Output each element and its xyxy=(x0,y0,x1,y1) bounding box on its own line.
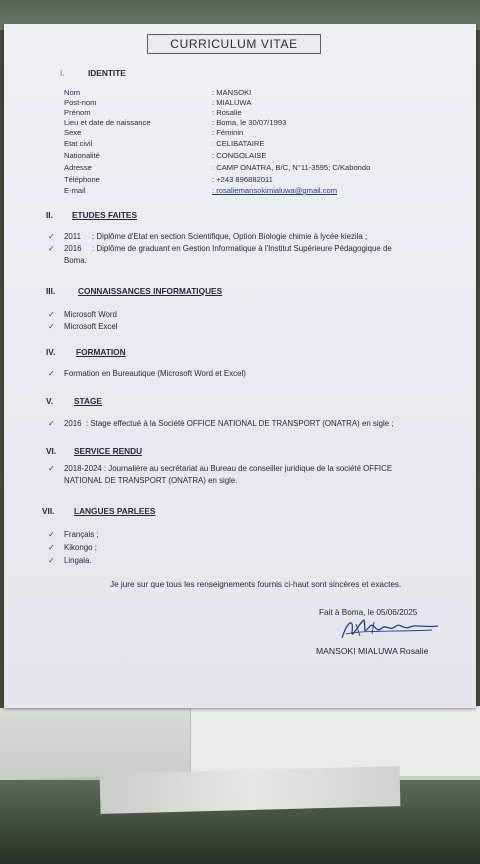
check-icon: ✓ xyxy=(48,530,55,539)
section-number: III. xyxy=(46,286,56,296)
field-label: Sexe xyxy=(64,128,82,137)
field-value: : CONGOLAISE xyxy=(212,151,267,160)
section-heading: STAGE xyxy=(74,396,102,406)
item-text: Microsoft Word xyxy=(64,310,117,319)
field-label: Nationalité xyxy=(64,151,100,160)
cv-title: CURRICULUM VITAE xyxy=(147,34,321,54)
field-value: : Rosalie xyxy=(212,108,242,117)
section-heading: LANGUES PARLEES xyxy=(74,506,156,516)
section-heading: SERVICE RENDU xyxy=(74,446,143,456)
check-icon: ✓ xyxy=(48,310,55,319)
item-text: : Stage effectué à la Société OFFICE NATIONAL DE TRANSPORT (ONATRA) en sigle ; xyxy=(86,419,394,428)
check-icon: ✓ xyxy=(48,543,55,552)
field-label: Etat civil xyxy=(64,139,93,148)
section-number: V. xyxy=(46,396,54,406)
field-label: Prénom xyxy=(64,108,91,117)
check-icon: ✓ xyxy=(48,419,55,428)
section-number: VII. xyxy=(42,506,55,516)
section-heading: CONNAISSANCES INFORMATIQUES xyxy=(78,286,223,296)
item-year: 2016 xyxy=(64,244,82,253)
place-date: Fait à Boma, le 05/06/2025 xyxy=(319,608,418,617)
field-value: : Boma, le 30/07/1993 xyxy=(212,118,287,127)
field-value: : MIALUWA xyxy=(212,98,252,107)
field-label: Nom xyxy=(64,88,81,97)
item-text: Français ; xyxy=(64,530,99,539)
signature-icon xyxy=(334,614,444,644)
declaration: Je jure sur que tous les renseignements fournis ci-haut sont sincères et exactes. xyxy=(110,580,402,589)
paper-scrap xyxy=(100,766,401,814)
signature-name: MANSOKI MIALUWA Rosalie xyxy=(316,646,429,656)
field-label: Post-nom xyxy=(64,98,97,107)
field-value: : +243 896882011 xyxy=(212,175,273,184)
field-label: Lieu et date de naissance xyxy=(64,118,151,127)
field-label: Téléphone xyxy=(64,175,100,184)
section-heading: ETUDES FAITES xyxy=(72,210,138,220)
item-text: Microsoft Excel xyxy=(64,322,118,331)
service-line: 2018-2024 : Journalière au secrétariat au Bureau de conseiller juridique de la société OFFICE xyxy=(64,464,393,473)
item-year: 2011 xyxy=(64,232,81,241)
check-icon: ✓ xyxy=(48,244,55,253)
check-icon: ✓ xyxy=(48,464,55,473)
section-number: I. xyxy=(60,68,65,78)
field-value: : CAMP ONATRA, B/C, N°11-3595; C/Kabondo xyxy=(212,163,371,172)
item-text: Formation en Bureautique (Microsoft Word et Excel) xyxy=(64,369,246,378)
field-value: : CELIBATAIRE xyxy=(212,139,265,148)
field-value: : Féminin xyxy=(212,128,244,137)
item-text: Lingala. xyxy=(64,556,92,565)
check-icon: ✓ xyxy=(48,322,55,331)
section-heading: FORMATION xyxy=(76,347,126,357)
section-number: VI. xyxy=(46,446,57,456)
field-value: : MANSOKI xyxy=(212,88,252,97)
section-number: II. xyxy=(46,210,53,220)
item-text: Kikongo ; xyxy=(64,543,97,552)
item-continuation: Boma. xyxy=(64,256,87,265)
cv-sheet xyxy=(4,24,476,708)
item-text: : Diplôme d'Etat en section Scientifique, Option Biologie chimie à lycée kiezila ; xyxy=(92,232,368,241)
check-icon: ✓ xyxy=(48,556,55,565)
service-text xyxy=(64,463,464,487)
section-number: IV. xyxy=(46,347,56,357)
under-card xyxy=(190,706,480,776)
check-icon: ✓ xyxy=(48,232,55,241)
item-year: 2016 xyxy=(64,419,82,428)
field-label: Adresse xyxy=(64,163,92,172)
field-label: E-mail xyxy=(64,186,86,195)
section-heading: IDENTITE xyxy=(88,68,126,78)
service-line: NATIONAL DE TRANSPORT (ONATRA) en sigle. xyxy=(64,476,238,485)
email-link[interactable]: : rosaliemansokimialuwa@gmail.com xyxy=(212,186,338,195)
item-text: : Diplôme de graduant en Gestion Informatique à l'Institut Supérieure Pédagogique de xyxy=(92,244,392,253)
check-icon: ✓ xyxy=(48,369,55,378)
